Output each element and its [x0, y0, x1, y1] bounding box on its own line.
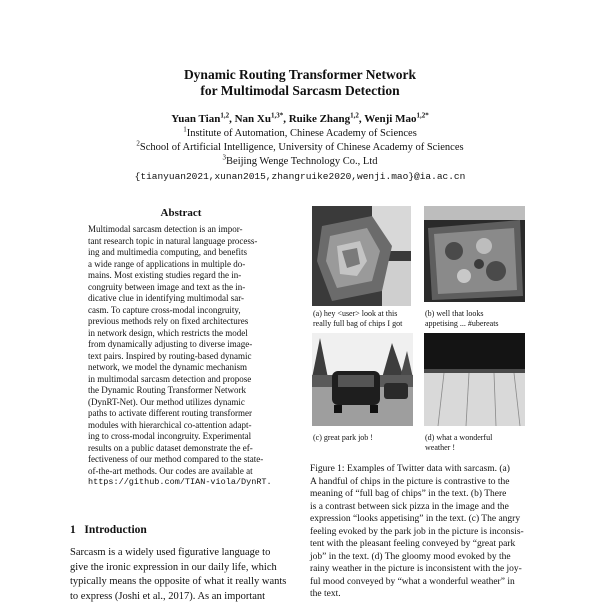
abstract-line: fectiveness of our method compared to the state-	[88, 454, 276, 466]
figure-1-caption	[310, 463, 532, 601]
abstract-line: dicative clue in identifying multimodal sar-	[88, 293, 276, 305]
abstract-line: paths to activate different routing transformer	[88, 408, 276, 420]
affiliation-sup: 2	[136, 140, 140, 148]
subfigure-d-caption	[425, 433, 492, 453]
abstract-heading: Abstract	[70, 207, 292, 219]
affiliation	[0, 127, 600, 141]
author-list: Yuan Tian$^{1,2}$, Nan $Xu^{1,3*}$, Ruike Zhang$^{1,2}$, Wenji Mao$^{1,2*}$	[0, 112, 600, 126]
subcaption-line: (c) great park job !	[313, 433, 373, 443]
abstract-line: a wide range of applications in multiple do-	[88, 259, 276, 271]
author-sup: 1,2*	[416, 111, 428, 119]
paper-title-line-2: for Multimodal Sarcasm Detection	[0, 83, 600, 99]
abstract-line: of-the-art methods. Our codes are available at	[88, 466, 276, 478]
pizza-photo	[424, 206, 525, 302]
abstract-body	[88, 224, 276, 489]
section-heading-introduction	[70, 524, 147, 536]
abstract-line: ing and multimedia computing, and benefits	[88, 247, 276, 259]
subcaption-line: weather !	[425, 443, 492, 453]
author-name: Nan Xu	[235, 113, 271, 125]
figure-caption-line: tent with the pleasant feeling conveyed by “great park	[310, 538, 532, 551]
abstract-line: text pairs. Inspired by routing-based dynamic	[88, 351, 276, 363]
intro-line: to express (Joshi et al., 2017). As an important	[70, 590, 308, 604]
author-name: Yuan Tian	[171, 113, 220, 125]
paper-title-line-1: Dynamic Routing Transformer Network	[0, 67, 600, 83]
introduction-body	[70, 546, 308, 604]
chips-bag-photo	[312, 206, 411, 306]
figure-caption-line: job” in the text. (d) The gloomy mood evoked by the	[310, 551, 532, 564]
intro-line: typically means the opposite of what it really wants	[70, 575, 308, 590]
affiliation-text: School of Artificial Intelligence, University of Chinese Academy of Sciences	[140, 142, 464, 153]
section-title: Introduction	[84, 524, 146, 536]
figure-caption-line: A handful of chips in the picture is contrastive to the	[310, 476, 532, 489]
abstract-line: the Dynamic Routing Transformer Network	[88, 385, 276, 397]
subcaption-line: (d) what a wonderful	[425, 433, 492, 443]
abstract-line: results on a public dataset demonstrate the ef-	[88, 443, 276, 455]
parking-lot-photo	[312, 333, 413, 426]
abstract-line: in network design, which restricts the model	[88, 328, 276, 340]
abstract-line: tant research topic in natural language process-	[88, 236, 276, 248]
subcaption-line: (b) well that looks	[425, 309, 499, 319]
abstract-line: ing to cross-modal incongruity. Experimental	[88, 431, 276, 443]
abstract-line: modules with hierarchical co-attention adapt-	[88, 420, 276, 432]
abstract-line: mains. Most existing studies regard the in-	[88, 270, 276, 282]
abstract-line: congruity between image and text as the in-	[88, 282, 276, 294]
subfigure-b-caption	[425, 309, 499, 329]
affiliation-sup: 1	[183, 126, 187, 134]
abstract-line: previous methods rely on fixed architectures	[88, 316, 276, 328]
abstract-line: from dynamically adjusting to diverse image-	[88, 339, 276, 351]
figure-caption-line: is a contrast between sick pizza in the image and the	[310, 501, 532, 514]
figure-caption-line: rainy weather in the picture is inconsistent with the joy-	[310, 563, 532, 576]
section-number: 1	[70, 524, 76, 536]
subfigure-c-caption	[313, 433, 373, 443]
abstract-line: in multimodal sarcasm detection and propose	[88, 374, 276, 386]
abstract-line: (DynRT-Net). Our method utilizes dynamic	[88, 397, 276, 409]
affiliation-text: Institute of Automation, Chinese Academy of Sciences	[187, 128, 417, 139]
affiliation-text: Beijing Wenge Technology Co., Ltd	[226, 156, 377, 167]
intro-line: Sarcasm is a widely used figurative language to	[70, 546, 308, 561]
affiliation	[0, 141, 600, 155]
figure-caption-line: feeling evoked by the park job in the picture is inconsis-	[310, 526, 532, 539]
abstract-line: network, we model the dynamic mechanism	[88, 362, 276, 374]
author-name: Ruike Zhang	[289, 113, 350, 125]
affiliation-sup: 3	[223, 154, 227, 162]
author-name: Wenji Mao	[364, 113, 416, 125]
rainy-sky-photo	[424, 333, 525, 426]
figure-caption-line: ful mood conveyed by “what a wonderful weather” in	[310, 576, 532, 589]
intro-line: give the ironic expression in our daily life, which	[70, 561, 308, 576]
subcaption-line: appetising ... #ubereats	[425, 319, 499, 329]
subcaption-line: really full bag of chips I got	[313, 319, 402, 329]
subfigure-a-caption	[313, 309, 402, 329]
affiliation	[0, 155, 600, 169]
figure-caption-line: Figure 1: Examples of Twitter data with sarcasm. (a)	[310, 463, 532, 476]
subcaption-line: (a) hey <user> look at this	[313, 309, 402, 319]
abstract-line: casm. To capture cross-modal incongruity,	[88, 305, 276, 317]
code-url-link[interactable]: https://github.com/TIAN-viola/DynRT.	[88, 477, 276, 489]
author-sup: 1,2	[220, 111, 229, 119]
abstract-line: Multimodal sarcasm detection is an impor-	[88, 224, 276, 236]
figure-caption-line: expression “looks appetising” in the text. (c) The angry	[310, 513, 532, 526]
author-sup: 1,3*	[271, 111, 283, 119]
figure-caption-line: the text.	[310, 588, 532, 601]
author-sup: 1,2	[350, 111, 359, 119]
author-emails[interactable]: {tianyuan2021,xunan2015,zhangruike2020,wenji.mao}@ia.ac.cn	[0, 170, 600, 184]
figure-caption-line: meaning of “full bag of chips” in the text. (b) There	[310, 488, 532, 501]
